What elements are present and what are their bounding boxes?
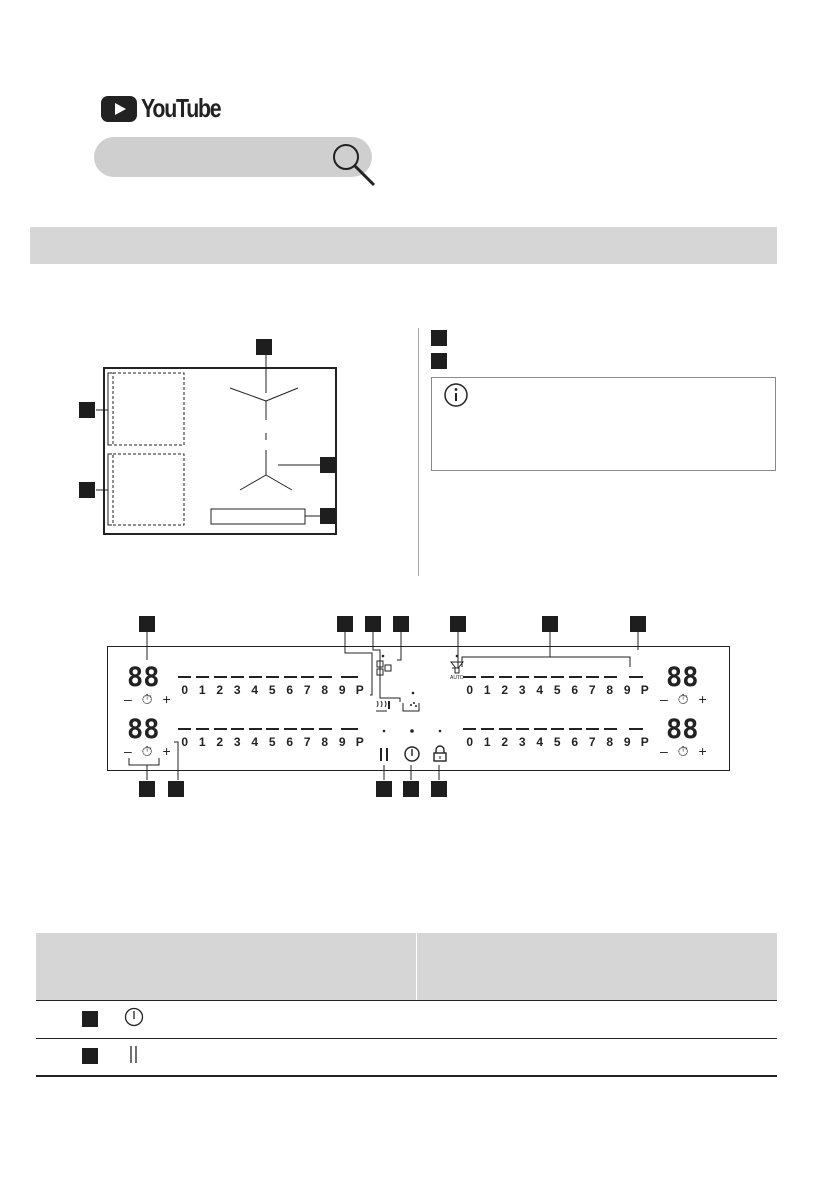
pause-icon <box>127 1044 141 1066</box>
marker-row-on-off <box>82 1011 98 1027</box>
keep-warm-icon <box>376 701 390 711</box>
power-scale-lower-left[interactable]: 0 1 2 3 4 5 6 7 8 9 P <box>181 735 364 749</box>
marker-row-pause <box>82 1048 98 1064</box>
timer-controls-upper-right[interactable]: – ⏱ + <box>660 691 710 707</box>
timer-controls-lower-right[interactable]: – ⏱ + <box>660 743 710 759</box>
table-rule-3 <box>36 1075 777 1077</box>
on-off-icon <box>405 747 419 761</box>
centre-symbols <box>373 653 483 763</box>
table-rule-1 <box>36 1000 777 1001</box>
on-off-icon <box>123 1006 145 1028</box>
magnifier-icon[interactable] <box>328 139 380 189</box>
marker-cooking-zone-right-top <box>256 339 272 355</box>
display-front-left: 88 <box>127 662 160 693</box>
hob2hood-icon <box>450 655 464 681</box>
hob-diagram <box>70 335 350 535</box>
info-box <box>431 377 776 471</box>
marker-on-off <box>403 781 419 797</box>
display-front-right: 88 <box>666 662 699 693</box>
table-header <box>36 933 777 1000</box>
marker-legend-a <box>431 330 447 346</box>
table-rule-2 <box>36 1038 777 1039</box>
timer-controls-upper-left[interactable]: – ⏱ + <box>124 691 174 707</box>
info-icon <box>443 382 469 408</box>
marker-lock <box>431 781 447 797</box>
column-divider <box>418 328 419 576</box>
marker-cooking-zone-left-top <box>79 402 95 418</box>
section-title-band <box>30 227 777 264</box>
svg-text:AUTO: AUTO <box>450 675 464 681</box>
lock-icon <box>434 746 446 761</box>
marker-timer-select <box>168 781 184 797</box>
bridge-icon <box>377 655 391 675</box>
display-rear-left: 88 <box>127 714 160 745</box>
marker-pause <box>376 781 392 797</box>
marker-cooking-zone-left-bottom <box>79 482 95 498</box>
marker-timer <box>139 781 155 797</box>
power-scale-lower-right[interactable]: 0 1 2 3 4 5 6 7 8 9 P <box>466 735 649 749</box>
marker-legend-b <box>431 353 447 369</box>
youtube-wordmark: YouTube <box>141 93 221 123</box>
scale-bars-upper-right <box>461 674 651 680</box>
display-rear-right: 88 <box>666 714 699 745</box>
booster-icon <box>403 692 419 711</box>
pause-icon <box>380 748 388 761</box>
power-scale-upper-left[interactable]: 0 1 2 3 4 5 6 7 8 9 P <box>181 683 364 697</box>
scale-bars-lower-left <box>176 726 366 732</box>
scale-bars-lower-right <box>461 726 651 732</box>
marker-cooking-zone-right-bottom <box>320 457 336 473</box>
youtube-logo <box>101 93 238 124</box>
marker-control-panel <box>320 508 336 524</box>
table-header-divider <box>416 933 417 1000</box>
youtube-play-icon <box>101 96 137 122</box>
timer-controls-lower-left[interactable]: – ⏱ + <box>124 743 174 759</box>
power-scale-upper-right[interactable]: 0 1 2 3 4 5 6 7 8 9 P <box>466 683 649 697</box>
scale-bars-upper-left <box>176 674 366 680</box>
